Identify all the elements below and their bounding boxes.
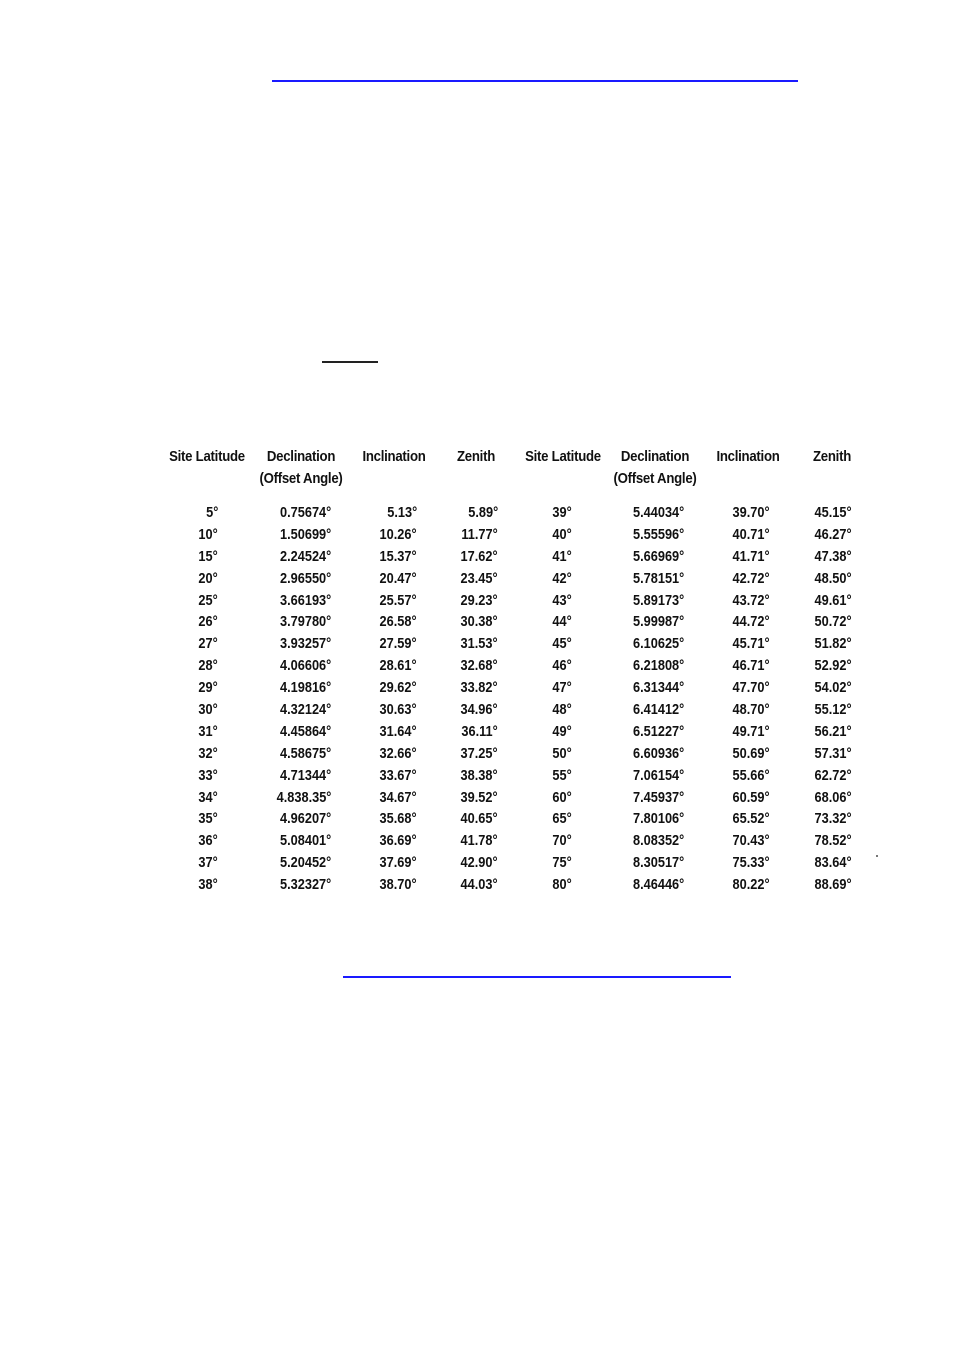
cell-declination-left: 3.66193° bbox=[279, 591, 331, 609]
cell-zenith-right: 52.92° bbox=[814, 657, 852, 675]
cell-declination-left: 0.75674° bbox=[279, 504, 331, 521]
cell-site-latitude-left: 32° bbox=[198, 744, 218, 762]
cell-inclination-left: 27.59° bbox=[379, 635, 417, 653]
cell-declination-right: 6.51227° bbox=[632, 722, 684, 740]
cell-site-latitude-right: 46° bbox=[552, 657, 572, 675]
cell-zenith-right: 55.12° bbox=[814, 701, 852, 719]
table-row bbox=[150, 743, 870, 765]
table-row bbox=[150, 546, 870, 568]
cell-declination-right: 6.60936° bbox=[632, 744, 684, 762]
cell-site-latitude-right: 50° bbox=[552, 744, 572, 762]
table-row bbox=[150, 633, 870, 655]
table-row bbox=[150, 524, 870, 546]
cell-site-latitude-left: 30° bbox=[198, 701, 218, 719]
cell-zenith-left: 30.38° bbox=[460, 613, 498, 631]
table-row bbox=[150, 502, 870, 524]
cell-site-latitude-right: 49° bbox=[552, 722, 572, 740]
cell-site-latitude-left: 38° bbox=[198, 876, 218, 894]
cell-zenith-left: 39.52° bbox=[460, 788, 498, 806]
cell-inclination-left: 32.66° bbox=[379, 744, 417, 762]
cell-inclination-right: 43.72° bbox=[732, 591, 770, 609]
table-row bbox=[150, 787, 870, 809]
cell-site-latitude-right: 80° bbox=[552, 876, 572, 894]
cell-zenith-left: 40.65° bbox=[460, 810, 498, 828]
cell-inclination-left: 20.47° bbox=[379, 569, 417, 587]
cell-zenith-right: 68.06° bbox=[814, 788, 852, 806]
cell-zenith-left: 23.45° bbox=[460, 569, 498, 587]
header-declination-right-sub: (Offset Angle) bbox=[613, 470, 697, 487]
cell-declination-right: 5.78151° bbox=[632, 569, 684, 587]
cell-inclination-right: 45.71° bbox=[732, 635, 770, 653]
cell-declination-right: 5.44034° bbox=[632, 504, 684, 521]
cell-inclination-left: 30.63° bbox=[379, 701, 417, 719]
header-site-latitude-left: Site Latitude bbox=[169, 448, 245, 465]
cell-site-latitude-left: 28° bbox=[198, 657, 218, 675]
cell-site-latitude-left: 25° bbox=[198, 591, 218, 609]
header-site-latitude-right: Site Latitude bbox=[525, 448, 601, 465]
cell-declination-left: 4.838.35° bbox=[276, 788, 331, 806]
cell-declination-right: 6.41412° bbox=[632, 701, 684, 719]
cell-inclination-left: 33.67° bbox=[379, 766, 417, 784]
cell-zenith-left: 5.89° bbox=[468, 504, 498, 521]
cell-site-latitude-left: 37° bbox=[198, 854, 218, 872]
cell-site-latitude-left: 15° bbox=[198, 547, 218, 565]
cell-zenith-left: 32.68° bbox=[460, 657, 498, 675]
cell-inclination-left: 38.70° bbox=[379, 876, 417, 894]
cell-zenith-left: 29.23° bbox=[460, 591, 498, 609]
cell-declination-left: 4.45864° bbox=[279, 722, 331, 740]
cell-inclination-right: 44.72° bbox=[732, 613, 770, 631]
cell-site-latitude-left: 27° bbox=[198, 635, 218, 653]
cell-declination-right: 5.99987° bbox=[632, 613, 684, 631]
cell-inclination-right: 39.70° bbox=[732, 504, 770, 521]
cell-inclination-right: 80.22° bbox=[732, 876, 770, 894]
cell-site-latitude-left: 33° bbox=[198, 766, 218, 784]
cell-site-latitude-left: 26° bbox=[198, 613, 218, 631]
cell-site-latitude-right: 70° bbox=[552, 832, 572, 850]
table-row bbox=[150, 655, 870, 677]
cell-declination-right: 6.31344° bbox=[632, 679, 684, 697]
cell-declination-right: 6.10625° bbox=[632, 635, 684, 653]
cell-declination-left: 4.19816° bbox=[279, 679, 331, 697]
cell-declination-right: 7.80106° bbox=[632, 810, 684, 828]
cell-inclination-left: 28.61° bbox=[379, 657, 417, 675]
cell-site-latitude-right: 60° bbox=[552, 788, 572, 806]
cell-zenith-left: 38.38° bbox=[460, 766, 498, 784]
cell-inclination-left: 34.67° bbox=[379, 788, 417, 806]
cell-site-latitude-right: 65° bbox=[552, 810, 572, 828]
cell-zenith-right: 51.82° bbox=[814, 635, 852, 653]
cell-declination-right: 5.89173° bbox=[632, 591, 684, 609]
header-inclination-right: Inclination bbox=[716, 448, 780, 465]
cell-site-latitude-left: 34° bbox=[198, 788, 218, 806]
cell-zenith-right: 88.69° bbox=[814, 876, 852, 894]
cell-declination-left: 2.96550° bbox=[279, 569, 331, 587]
table-row bbox=[150, 852, 870, 874]
cell-site-latitude-left: 20° bbox=[198, 569, 218, 587]
cell-site-latitude-right: 40° bbox=[552, 525, 572, 543]
table-row bbox=[150, 721, 870, 743]
header-declination-right bbox=[607, 446, 704, 490]
cell-inclination-right: 70.43° bbox=[732, 832, 770, 850]
cell-zenith-left: 44.03° bbox=[460, 876, 498, 894]
cell-inclination-left: 29.62° bbox=[379, 679, 417, 697]
cell-zenith-right: 50.72° bbox=[814, 613, 852, 631]
table-row bbox=[150, 677, 870, 699]
cell-site-latitude-right: 45° bbox=[552, 635, 572, 653]
cell-zenith-right: 49.61° bbox=[814, 591, 852, 609]
cell-inclination-left: 15.37° bbox=[379, 547, 417, 565]
cell-declination-left: 5.08401° bbox=[279, 832, 331, 850]
cell-declination-left: 4.58675° bbox=[279, 744, 331, 762]
cell-site-latitude-right: 41° bbox=[552, 547, 572, 565]
header-inclination-left: Inclination bbox=[362, 448, 426, 465]
cell-inclination-left: 35.68° bbox=[379, 810, 417, 828]
cell-zenith-left: 42.90° bbox=[460, 854, 498, 872]
scan-speck bbox=[876, 855, 878, 857]
cell-inclination-left: 26.58° bbox=[379, 613, 417, 631]
table-row bbox=[150, 874, 870, 896]
cell-zenith-right: 57.31° bbox=[814, 744, 852, 762]
table-row bbox=[150, 765, 870, 787]
cell-inclination-right: 75.33° bbox=[732, 854, 770, 872]
bottom-link-underline bbox=[343, 976, 731, 978]
cell-inclination-left: 10.26° bbox=[379, 525, 417, 543]
cell-declination-left: 4.96207° bbox=[279, 810, 331, 828]
cell-inclination-right: 48.70° bbox=[732, 701, 770, 719]
cell-inclination-right: 50.69° bbox=[732, 744, 770, 762]
cell-inclination-right: 47.70° bbox=[732, 679, 770, 697]
cell-site-latitude-right: 39° bbox=[552, 504, 572, 521]
table-row bbox=[150, 590, 870, 612]
top-link-underline bbox=[272, 80, 798, 82]
cell-declination-right: 8.30517° bbox=[632, 854, 684, 872]
cell-declination-right: 7.45937° bbox=[632, 788, 684, 806]
cell-declination-left: 2.24524° bbox=[279, 547, 331, 565]
table-row bbox=[150, 611, 870, 633]
cell-zenith-left: 33.82° bbox=[460, 679, 498, 697]
cell-site-latitude-left: 36° bbox=[198, 832, 218, 850]
cell-declination-left: 5.20452° bbox=[279, 854, 331, 872]
cell-inclination-left: 37.69° bbox=[379, 854, 417, 872]
cell-site-latitude-left: 35° bbox=[198, 810, 218, 828]
table-row bbox=[150, 568, 870, 590]
cell-declination-left: 3.93257° bbox=[279, 635, 331, 653]
table-header bbox=[150, 446, 870, 506]
cell-declination-left: 5.32327° bbox=[279, 876, 331, 894]
cell-inclination-right: 55.66° bbox=[732, 766, 770, 784]
cell-declination-right: 8.46446° bbox=[632, 876, 684, 894]
header-zenith-left: Zenith bbox=[456, 448, 496, 465]
cell-declination-left: 4.32124° bbox=[279, 701, 331, 719]
cell-declination-right: 8.08352° bbox=[632, 832, 684, 850]
cell-zenith-right: 54.02° bbox=[814, 679, 852, 697]
latitude-angle-table bbox=[150, 446, 870, 894]
cell-inclination-right: 65.52° bbox=[732, 810, 770, 828]
cell-zenith-left: 37.25° bbox=[460, 744, 498, 762]
table-row bbox=[150, 699, 870, 721]
cell-zenith-right: 62.72° bbox=[814, 766, 852, 784]
cell-zenith-left: 31.53° bbox=[460, 635, 498, 653]
cell-inclination-right: 46.71° bbox=[732, 657, 770, 675]
header-declination-right-label: Declination bbox=[620, 448, 690, 465]
cell-declination-right: 5.55596° bbox=[632, 525, 684, 543]
cell-zenith-left: 34.96° bbox=[460, 701, 498, 719]
header-declination-left-sub: (Offset Angle) bbox=[259, 470, 343, 487]
cell-zenith-right: 46.27° bbox=[814, 525, 852, 543]
header-declination-left bbox=[253, 446, 350, 490]
table-row bbox=[150, 808, 870, 830]
cell-site-latitude-left: 10° bbox=[198, 525, 218, 543]
cell-site-latitude-right: 42° bbox=[552, 569, 572, 587]
cell-zenith-right: 56.21° bbox=[814, 722, 852, 740]
cell-inclination-left: 25.57° bbox=[379, 591, 417, 609]
cell-declination-left: 3.79780° bbox=[279, 613, 331, 631]
cell-declination-right: 7.06154° bbox=[632, 766, 684, 784]
cell-site-latitude-left: 29° bbox=[198, 679, 218, 697]
table-row bbox=[150, 830, 870, 852]
cell-site-latitude-right: 55° bbox=[552, 766, 572, 784]
cell-zenith-right: 45.15° bbox=[814, 504, 852, 521]
cell-site-latitude-right: 48° bbox=[552, 701, 572, 719]
cell-zenith-right: 47.38° bbox=[814, 547, 852, 565]
cell-declination-right: 6.21808° bbox=[632, 657, 684, 675]
cell-declination-left: 4.71344° bbox=[279, 766, 331, 784]
cell-zenith-right: 48.50° bbox=[814, 569, 852, 587]
short-underline bbox=[322, 361, 378, 363]
cell-declination-left: 1.50699° bbox=[279, 525, 331, 543]
cell-site-latitude-left: 31° bbox=[198, 722, 218, 740]
cell-zenith-left: 36.11° bbox=[461, 722, 498, 740]
cell-zenith-left: 41.78° bbox=[460, 832, 498, 850]
cell-site-latitude-right: 47° bbox=[552, 679, 572, 697]
cell-inclination-right: 40.71° bbox=[732, 525, 770, 543]
cell-site-latitude-right: 44° bbox=[552, 613, 572, 631]
cell-zenith-right: 83.64° bbox=[814, 854, 852, 872]
cell-site-latitude-right: 43° bbox=[552, 591, 572, 609]
cell-inclination-right: 49.71° bbox=[732, 722, 770, 740]
table-body bbox=[150, 502, 870, 896]
cell-zenith-right: 73.32° bbox=[814, 810, 852, 828]
cell-site-latitude-right: 75° bbox=[552, 854, 572, 872]
cell-inclination-left: 31.64° bbox=[379, 722, 417, 740]
header-zenith-right: Zenith bbox=[812, 448, 852, 465]
cell-inclination-right: 60.59° bbox=[732, 788, 770, 806]
cell-declination-right: 5.66969° bbox=[632, 547, 684, 565]
cell-inclination-right: 41.71° bbox=[732, 547, 770, 565]
cell-inclination-right: 42.72° bbox=[732, 569, 770, 587]
cell-zenith-left: 17.62° bbox=[460, 547, 498, 565]
cell-site-latitude-left: 5° bbox=[205, 504, 218, 521]
cell-zenith-left: 11.77° bbox=[461, 525, 498, 543]
cell-inclination-left: 5.13° bbox=[387, 504, 417, 521]
header-declination-left-label: Declination bbox=[266, 448, 336, 465]
cell-inclination-left: 36.69° bbox=[379, 832, 417, 850]
cell-zenith-right: 78.52° bbox=[814, 832, 852, 850]
cell-declination-left: 4.06606° bbox=[279, 657, 331, 675]
